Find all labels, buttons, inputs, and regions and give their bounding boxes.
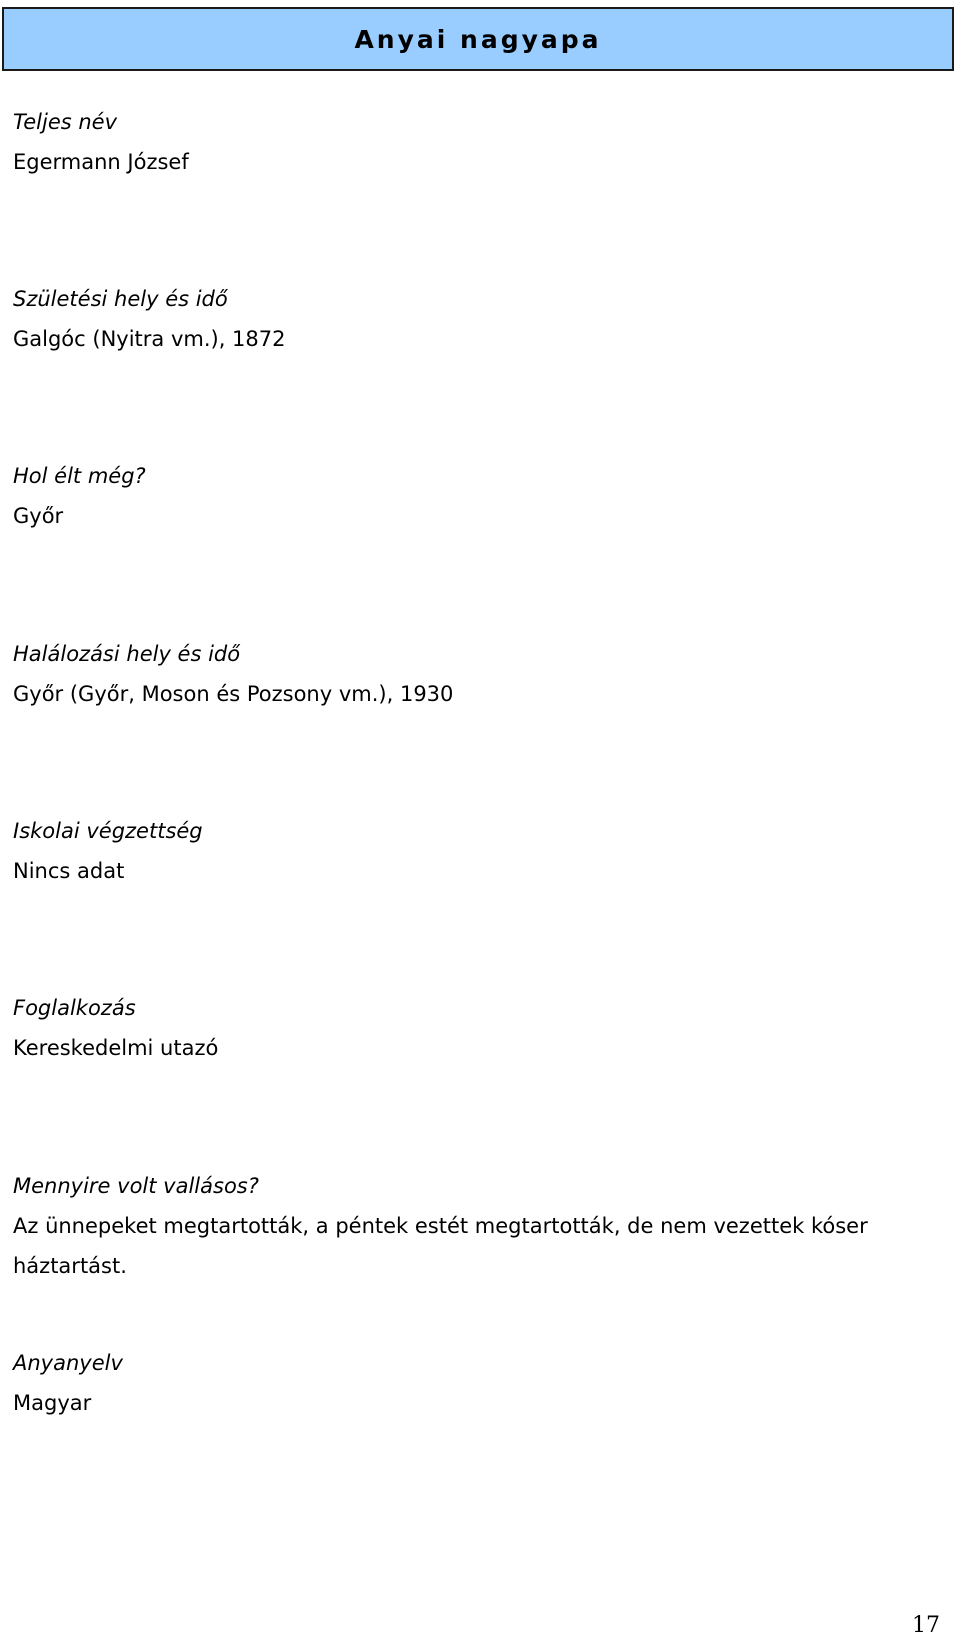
- field-label: Teljes név: [13, 110, 118, 134]
- field-value: Győr (Győr, Moson és Pozsony vm.), 1930: [13, 682, 454, 706]
- field-label: Anyanyelv: [13, 1351, 123, 1375]
- field-label: Halálozási hely és idő: [13, 642, 241, 666]
- field-value: Magyar: [13, 1391, 92, 1415]
- field-death-place-date: [13, 634, 953, 714]
- field-value: Egermann József: [13, 150, 189, 174]
- section-title: Anyai nagyapa: [354, 24, 602, 54]
- field-label: Foglalkozás: [13, 996, 136, 1020]
- field-full-name: [13, 102, 953, 182]
- field-value: Győr: [13, 504, 64, 528]
- field-religiosity: [13, 1166, 953, 1286]
- field-value: Nincs adat: [13, 859, 125, 883]
- field-value: Galgóc (Nyitra vm.), 1872: [13, 327, 286, 351]
- field-label: Mennyire volt vallásos?: [13, 1174, 259, 1198]
- field-mother-tongue: [13, 1343, 953, 1423]
- field-other-residences: [13, 456, 953, 536]
- field-label: Iskolai végzettség: [13, 819, 203, 843]
- field-birth-place-date: [13, 279, 953, 359]
- field-education: [13, 811, 953, 891]
- section-header: [2, 7, 954, 71]
- page-number: 17: [912, 1613, 940, 1638]
- field-label: Születési hely és idő: [13, 287, 228, 311]
- field-label: Hol élt még?: [13, 464, 146, 488]
- field-value: Kereskedelmi utazó: [13, 1036, 219, 1060]
- field-occupation: [13, 988, 953, 1068]
- field-value: Az ünnepeket megtartották, a péntek estét megtartották, de nem vezettek kóser háztartást.: [13, 1214, 868, 1278]
